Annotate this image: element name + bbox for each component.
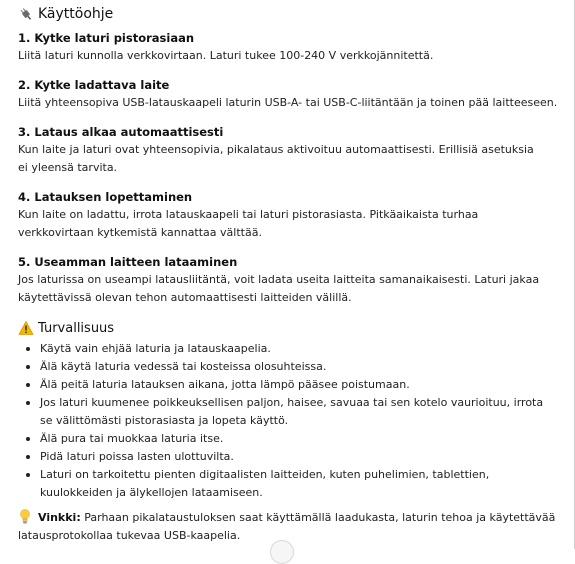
warning-icon [18, 320, 34, 336]
safety-item: Käytä vain ehjää laturia ja latauskaapelia. [40, 340, 545, 358]
safety-title: Turvallisuus [38, 320, 115, 336]
safety-item: Älä käytä laturia vedessä tai kosteissa olosuhteissa. [40, 358, 545, 376]
safety-item: Älä pura tai muokkaa laturia itse. [40, 430, 545, 448]
safety-heading [18, 318, 114, 338]
step-2 [18, 77, 558, 112]
safety-item: Jos laturi kuumenee poikkeuksellisen paljon, haisee, savuaa tai sen kotelo vaurioituu, irrota se välittömästi pistorasiasta ja lopeta käyttö. [40, 394, 545, 430]
step-1-title: 1. Kytke laturi pistorasiaan [18, 31, 195, 45]
step-1-text: Liitä laturi kunnolla verkkovirtaan. Laturi tukee 100-240 V verkkojännitettä. [18, 49, 434, 62]
step-5 [18, 254, 558, 307]
tip-text: Parhaan pikalataustuloksen saat käyttämällä laadukasta, laturin tehoa ja käytettävää latausprotokollaa tukevaa USB-kaapelia. [18, 511, 556, 542]
lightbulb-icon [18, 508, 34, 524]
step-3-text: Kun laite ja laturi ovat yhteensopivia, pikalataus aktivoituu automaattisesti. Erillisiä asetuksia ei yleensä tarvita. [18, 143, 534, 174]
step-3-title: 3. Lataus alkaa automaattisesti [18, 125, 224, 139]
step-4-title: 4. Latauksen lopettaminen [18, 190, 193, 204]
step-2-text: Liitä yhteensopiva USB-latauskaapeli laturin USB-A- tai USB-C-liitäntään ja toinen pää laitteeseen. [18, 96, 558, 109]
step-3 [18, 124, 558, 177]
plug-icon [18, 6, 34, 22]
scroll-down-button[interactable] [270, 540, 294, 564]
manual-heading [18, 4, 113, 24]
step-4 [18, 189, 558, 242]
step-4-text: Kun laite on ladattu, irrota latauskaapeli tai laturi pistorasiasta. Pitkäaikaista turhaa verkkovirtaan kytkemistä kannattaa välttää. [18, 208, 479, 239]
manual-title: Käyttöohje [38, 6, 114, 22]
step-5-text: Jos laturissa on useampi latausliitäntä, voit ladata useita laitteita samanaikaisesti. Laturi jakaa käytettävissä olevan tehon automaattisesti laitteiden välillä. [18, 273, 540, 304]
step-5-title: 5. Useamman laitteen lataaminen [18, 255, 238, 269]
safety-list [18, 340, 545, 502]
safety-item: Pidä laturi poissa lasten ulottuvilta. [40, 448, 545, 466]
safety-item: Älä peitä laturia latauksen aikana, jotta lämpö pääsee poistumaan. [40, 376, 545, 394]
step-1 [18, 30, 558, 65]
tip-paragraph [18, 508, 558, 545]
safety-item: Laturi on tarkoitettu pienten digitaalisten laitteiden, kuten puhelimien, tablettien, kuulokkeiden ja älykellojen lataamiseen. [40, 466, 545, 502]
tip-label: Vinkki: [38, 511, 81, 524]
step-2-title: 2. Kytke ladattava laite [18, 78, 170, 92]
